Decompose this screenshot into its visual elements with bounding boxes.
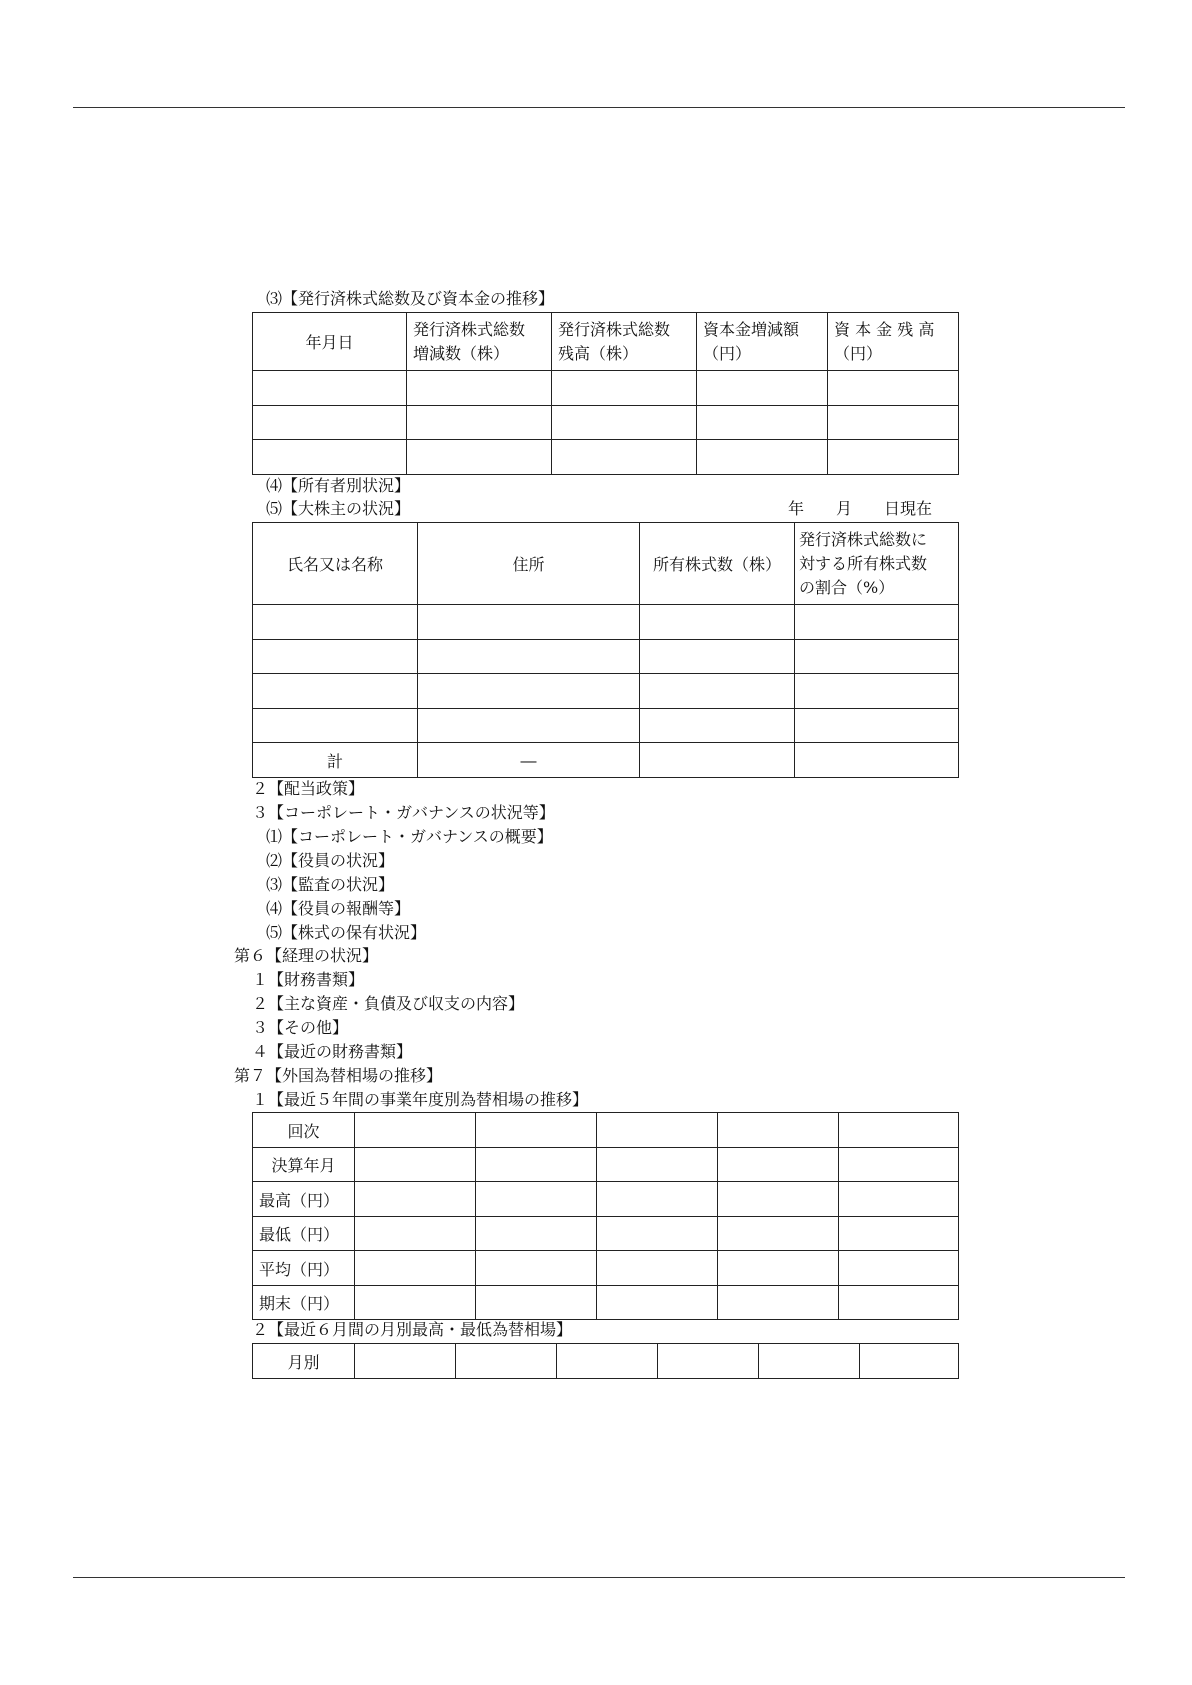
header-text: 発行済株式総数 残高（株） <box>558 319 671 363</box>
table-cell <box>253 709 418 743</box>
table-cell <box>418 640 640 674</box>
table-cell <box>597 1251 718 1286</box>
table-cell <box>253 440 407 475</box>
header-text: 資 本 金 残 高 （円） <box>834 319 935 363</box>
table-cell <box>718 1148 839 1182</box>
table-cell <box>640 674 795 709</box>
table-cell <box>355 1113 476 1148</box>
table-cell <box>697 406 828 440</box>
table-cell <box>476 1286 597 1320</box>
table-cell <box>407 371 552 406</box>
header-cell <box>828 313 959 371</box>
list-item: ⑵【役員の状況】 <box>266 851 395 870</box>
table-row <box>253 1217 959 1251</box>
table-cell <box>418 674 640 709</box>
header-cell: 住所 <box>418 523 640 605</box>
table-cell <box>839 1217 959 1251</box>
table-cell <box>718 1251 839 1286</box>
table-cell <box>355 1344 456 1379</box>
list-item: ４【最近の財務書類】 <box>252 1042 413 1061</box>
table-row <box>253 1148 959 1182</box>
table-cell <box>658 1344 759 1379</box>
table-cell <box>597 1113 718 1148</box>
list-item: ３【その他】 <box>252 1018 349 1037</box>
table-row <box>253 1286 959 1320</box>
header-cell: 所有株式数（株） <box>640 523 795 605</box>
table-row <box>253 605 959 640</box>
table-cell <box>476 1217 597 1251</box>
table-cell <box>597 1148 718 1182</box>
table-cell <box>597 1217 718 1251</box>
table-cell <box>640 709 795 743</box>
section-title: ⑸【大株主の状況】 <box>266 499 411 518</box>
table-cell <box>828 406 959 440</box>
exchange-rate-monthly-table <box>252 1343 959 1379</box>
row-label: 最低（円） <box>253 1217 355 1251</box>
table-row <box>253 1113 959 1148</box>
list-item: 第６【経理の状況】 <box>234 946 379 965</box>
table-row <box>253 1344 959 1379</box>
table-cell <box>355 1286 476 1320</box>
table-cell <box>828 371 959 406</box>
table-row <box>253 709 959 743</box>
list-item: １【財務書類】 <box>252 970 365 989</box>
list-item: ⑴【コーポレート・ガバナンスの概要】 <box>266 827 553 846</box>
header-cell: 年月日 <box>253 313 407 371</box>
share-capital-table <box>252 312 959 475</box>
list-item: ⑷【役員の報酬等】 <box>266 899 411 918</box>
table-cell <box>552 440 697 475</box>
table-row <box>253 371 959 406</box>
table-cell <box>253 640 418 674</box>
table-row <box>253 640 959 674</box>
section-title: ⑶【発行済株式総数及び資本金の推移】 <box>266 289 555 308</box>
table-cell <box>355 1182 476 1217</box>
table-cell <box>418 605 640 640</box>
table-row <box>253 1251 959 1286</box>
table-cell <box>718 1182 839 1217</box>
table-cell <box>839 1148 959 1182</box>
header-cell <box>407 313 552 371</box>
table-cell <box>640 743 795 778</box>
table-cell <box>407 406 552 440</box>
header-text: 資本金増減額 （円） <box>703 319 800 363</box>
list-item: ⑶【監査の状況】 <box>266 875 395 894</box>
table-cell <box>355 1251 476 1286</box>
header-text: 発行済株式総数に 対する所有株式数 の割合（%） <box>799 529 928 597</box>
total-row <box>253 743 959 778</box>
table-cell <box>640 605 795 640</box>
header-rule <box>73 107 1125 108</box>
table-cell <box>718 1286 839 1320</box>
row-label: 平均（円） <box>253 1251 355 1286</box>
table-cell <box>476 1182 597 1217</box>
header-cell <box>552 313 697 371</box>
row-label: 回次 <box>253 1113 355 1148</box>
table-row <box>253 406 959 440</box>
table-cell <box>795 674 959 709</box>
table-cell <box>476 1148 597 1182</box>
list-item: ２【配当政策】 <box>252 779 365 798</box>
section-title: ⑷【所有者別状況】 <box>266 476 411 495</box>
table-cell <box>253 674 418 709</box>
list-item: ２【主な資産・負債及び収支の内容】 <box>252 994 525 1013</box>
table-cell <box>253 406 407 440</box>
table-cell <box>697 440 828 475</box>
table-cell <box>253 371 407 406</box>
table-cell <box>759 1344 860 1379</box>
table-cell <box>476 1251 597 1286</box>
table-cell <box>418 709 640 743</box>
table-cell <box>597 1182 718 1217</box>
section-title: ２【最近６月間の月別最高・最低為替相場】 <box>252 1320 573 1339</box>
table-row <box>253 1182 959 1217</box>
table-cell <box>839 1251 959 1286</box>
row-label: 月別 <box>253 1344 355 1379</box>
row-label: 決算年月 <box>253 1148 355 1182</box>
table-cell <box>597 1286 718 1320</box>
table-cell <box>253 605 418 640</box>
header-cell: 氏名又は名称 <box>253 523 418 605</box>
table-cell <box>640 640 795 674</box>
table-cell <box>828 440 959 475</box>
table-cell <box>552 406 697 440</box>
header-cell <box>697 313 828 371</box>
total-dash: ― <box>418 743 640 778</box>
list-item: ３【コーポレート・ガバナンスの状況等】 <box>252 803 555 822</box>
row-label: 最高（円） <box>253 1182 355 1217</box>
table-cell <box>476 1113 597 1148</box>
table-cell <box>839 1182 959 1217</box>
table-cell <box>355 1148 476 1182</box>
list-item: ⑸【株式の保有状況】 <box>266 923 427 942</box>
table-cell <box>860 1344 959 1379</box>
as-of-date: 年 月 日現在 <box>788 499 933 518</box>
list-item: １【最近５年間の事業年度別為替相場の推移】 <box>252 1090 589 1109</box>
major-shareholders-table <box>252 522 959 778</box>
table-cell <box>552 371 697 406</box>
header-text: 発行済株式総数 増減数（株） <box>413 319 526 363</box>
table-cell <box>355 1217 476 1251</box>
table-cell <box>795 605 959 640</box>
table-cell <box>557 1344 658 1379</box>
table-cell <box>456 1344 557 1379</box>
table-cell <box>839 1286 959 1320</box>
table-cell <box>795 743 959 778</box>
table-cell <box>718 1217 839 1251</box>
header-cell <box>795 523 959 605</box>
exchange-rate-yearly-table <box>252 1112 959 1320</box>
table-row <box>253 440 959 475</box>
table-cell <box>407 440 552 475</box>
table-cell <box>697 371 828 406</box>
table-cell <box>839 1113 959 1148</box>
table-cell <box>795 709 959 743</box>
table-cell <box>795 640 959 674</box>
table-cell <box>718 1113 839 1148</box>
list-item: 第７【外国為替相場の推移】 <box>234 1066 443 1085</box>
footer-rule <box>73 1577 1125 1578</box>
total-label: 計 <box>253 743 418 778</box>
table-row <box>253 674 959 709</box>
row-label: 期末（円） <box>253 1286 355 1320</box>
